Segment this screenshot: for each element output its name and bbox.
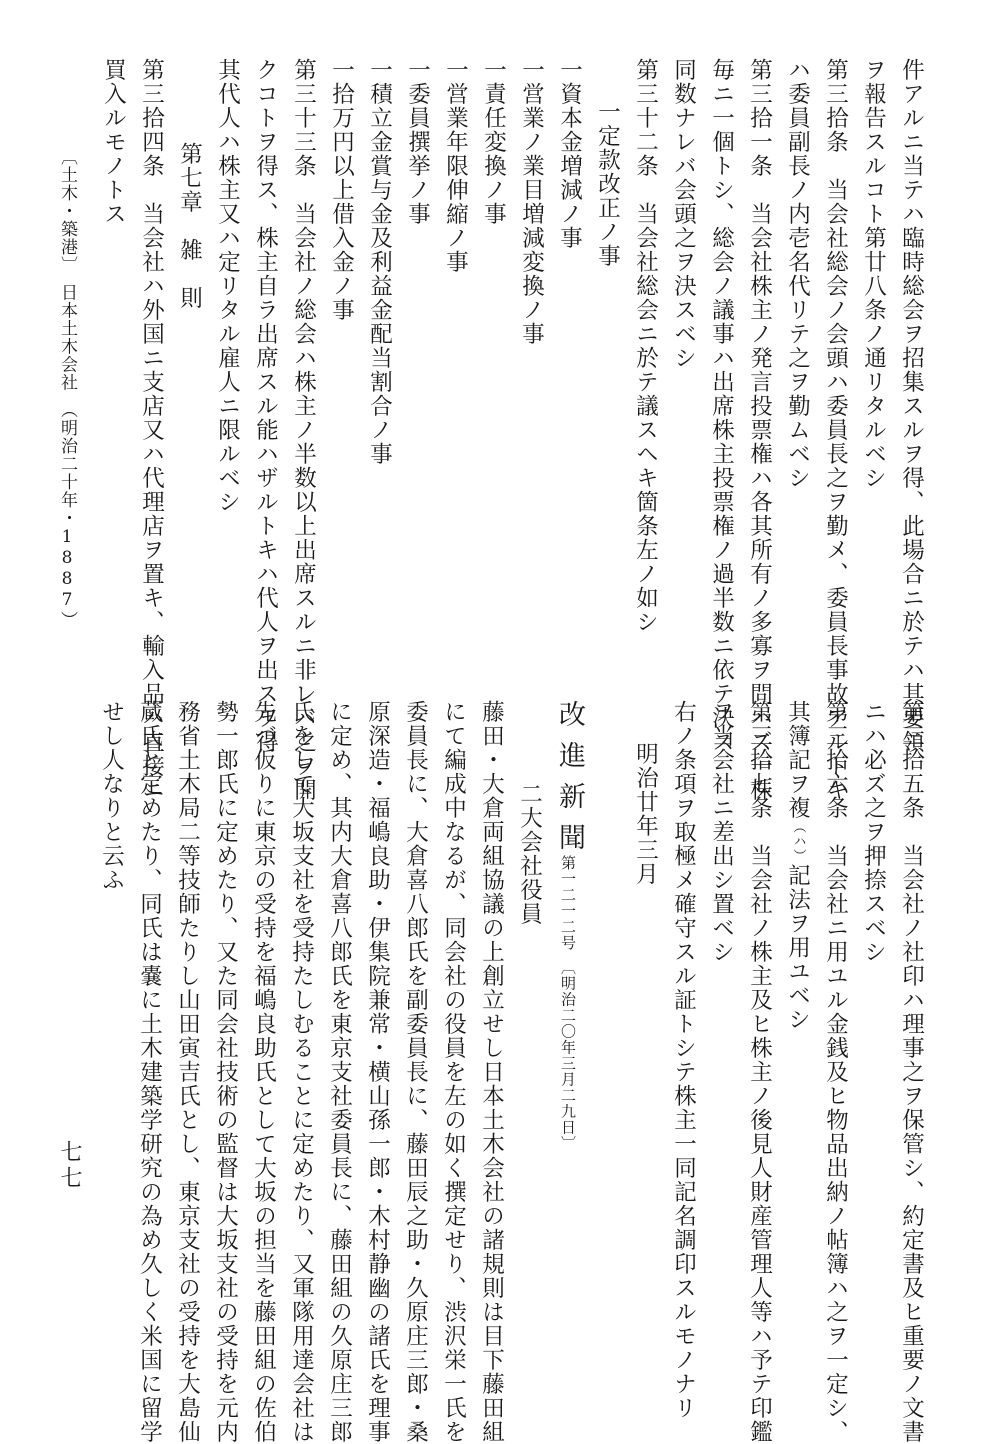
date-line: 明治廿年三月 [632,742,659,886]
text-line: 其代人ハ株主又ハ定リタル雇人ニ限ルベシ [214,58,241,514]
running-footer: 〔土木・築港〕 日本土木会社 （明治二十年・1887） [57,148,77,629]
list-item: 一責任変換ノ事 [480,58,507,226]
list-item: 一拾万円以上借入金ノ事 [328,58,355,322]
text-line: ヲ当会社ニ差出シ置ベシ [708,700,735,964]
text-line: にて編成中なるが、同会社の役員を左の如く撰定せり、渋沢栄一氏を [440,700,467,1444]
text-line: 買入ルモノトス [100,58,127,226]
text-line: 委員長に、大倉喜八郎氏を副委員長に、藤田辰之助・久原庄三郎・桑 [402,700,429,1444]
text-line: 毎ニ一個トシ、総会ノ議事ハ出席株主投票権ノ過半数ニ依テ決ス [708,58,735,754]
text-line: 蔵氏と定めたり、同氏は嚢に土木建築学研究の為め久しく米国に留学 [136,700,163,1444]
article-34: 第三拾四条 当会社ハ外国ニ支店又ハ代理店ヲ置キ、輸入品ハ直接ニ [138,58,165,802]
page-number: 七七 [57,1140,82,1192]
text-line: 同数ナレバ会頭之ヲ決スベシ [670,58,697,370]
article-35: 第三拾五条 当会社ノ社印ハ理事之ヲ保管シ、約定書及ヒ重要ノ文書 [898,700,925,1444]
text-segment: 記法ヲ用ユベシ [784,863,811,1032]
list-item: 一営業ノ業目増減変換ノ事 [518,58,545,346]
text-line: 務省土木局二等技師たりし山田寅吉氏とし、東京支社の受持を大島仙 [174,700,201,1444]
text-line: クコトヲ得ス、株主自ラ出席スル能ハザルトキハ代人ヲ出スヲ得 [252,58,279,754]
newspaper-title: 改進新聞 [554,700,585,864]
text-line: 件アルニ当テハ臨時総会ヲ招集スルヲ得、此場合ニ於テハ其要領 [898,58,925,754]
list-item: 一資本金増減ノ事 [556,58,583,250]
chapter-heading: 第七章 雑 則 [176,142,203,310]
list-item: 一積立金賞与金及利益金配当割合ノ事 [366,58,393,466]
ruby-annotation: （ハ） [790,820,806,864]
text-line: 原深造・福嶋良助・伊集院兼常・横山孫一郎・木村静幽の諸氏を理事 [364,700,391,1444]
list-item: 一委員撰挙ノ事 [404,58,431,226]
article-36: 第三拾六条 当会社ニ用ユル金銭及ヒ物品出納ノ帖簿ハ之ヲ一定シ、 [822,700,849,1444]
list-item: 一定款改正ノ事 [594,100,621,268]
article-headline: 二大会社役員 [516,782,543,926]
article-30: 第三拾条 当会社総会ノ会頭ハ委員長之ヲ勤メ、委員長事故アルトキ [822,58,849,802]
article-31: 第三拾一条 当会社株主ノ発言投票権ハ各其所有ノ多寡ヲ問ハズ一株 [746,58,773,802]
article-32: 第三十二条 当会社総会ニ於テ議スヘキ箇条左ノ如シ [632,58,659,634]
article-37: 第三拾七条 当会社ノ株主及ヒ株主ノ後見人財産管理人等ハ予テ印鑑 [746,700,773,1444]
text-line: 右ノ条項ヲ取極メ確守スル証トシテ株主一同記名調印スルモノナリ [670,700,697,1420]
text-segment: 其簿記ヲ複 [784,700,811,820]
text-line: 勢一郎氏に定めたり、又た同会社技術の監督は大坂支社の受持を元内 [212,700,239,1444]
text-line: 氏をして大坂支社を受持たしむることに定めたり、又軍隊用達会社は [288,700,315,1444]
text-line [786,700,809,1032]
text-line: せし人なりと云ふ [98,700,125,892]
list-item: 一営業年限伸縮ノ事 [442,58,469,274]
newspaper-issue: 第一二一二号 〔明治二〇年三月二九日〕 [559,855,577,1152]
text-line: に定め、其内大倉喜八郎氏を東京支社委員長に、藤田組の久原庄三郎 [326,700,353,1444]
text-line: ハ委員副長ノ内壱名代リテ之ヲ勤ムベシ [784,58,811,490]
text-line: ヲ報告スルコト第廿八条ノ通リタルベシ [860,58,887,490]
text-line: ニハ必ズ之ヲ押捺スベシ [860,700,887,964]
text-line: 先づ仮りに東京の受持を福嶋良助氏として大坂の担当を藤田組の佐伯 [250,700,277,1444]
article-33: 第三十三条 当会社ノ総会ハ株主ノ半数以上出席スルニ非レバ之ヲ開 [290,58,317,802]
text-line: 藤田・大倉両組協議の上創立せし日本土木会社の諸規則は目下藤田組 [478,700,505,1444]
